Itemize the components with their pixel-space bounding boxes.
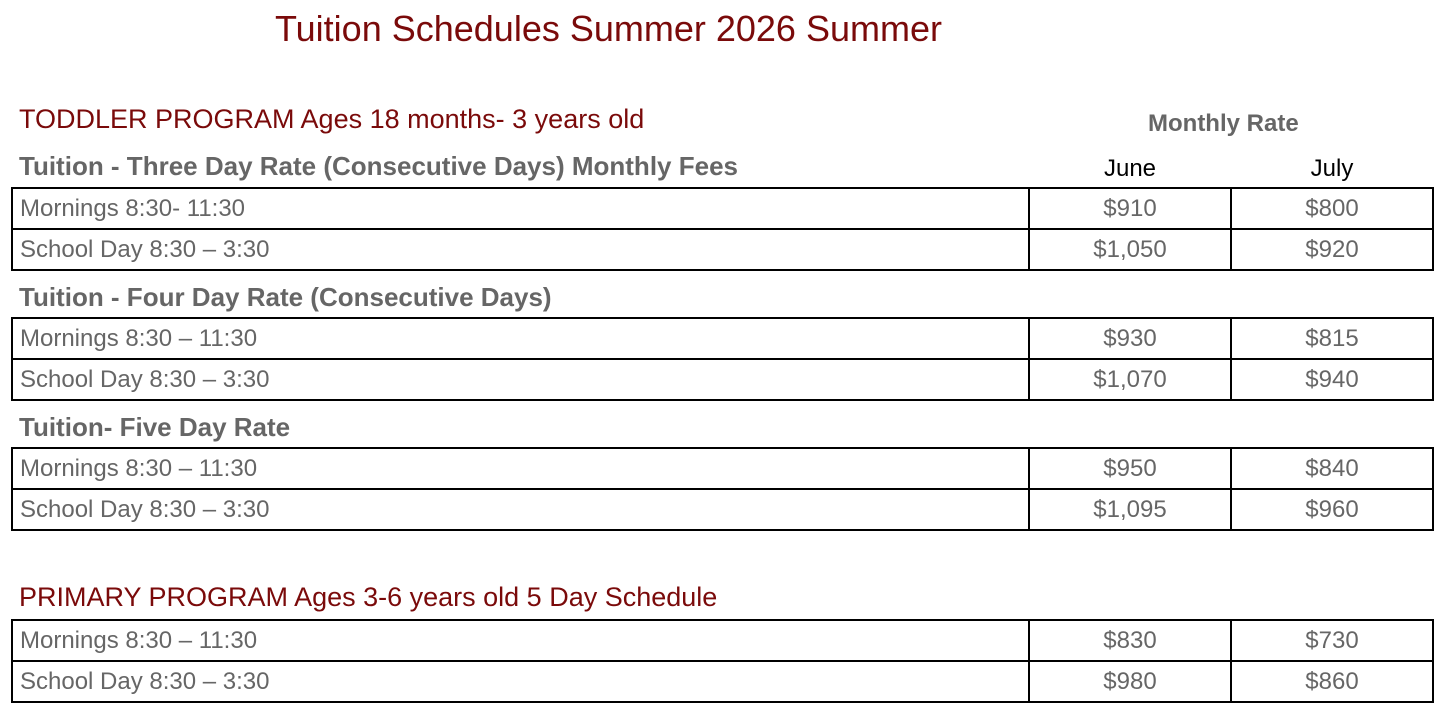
july-header: July — [1310, 155, 1354, 182]
table-row — [12, 229, 1433, 270]
table-row — [12, 448, 1433, 489]
five-day-heading: Tuition- Five Day Rate — [19, 412, 291, 442]
monthly-rate-header: Monthly Rate — [1148, 110, 1299, 137]
table-row — [12, 188, 1433, 229]
row-label: Mornings 8:30- 11:30 — [12, 188, 1029, 229]
june-price: $830 — [1029, 620, 1231, 661]
page-title: Tuition Schedules Summer 2026 Summer — [275, 8, 942, 49]
table-row — [12, 359, 1433, 400]
june-price: $1,095 — [1029, 489, 1231, 530]
three-day-heading: Tuition - Three Day Rate (Consecutive Days) Monthly Fees — [19, 151, 738, 181]
primary-program-heading: PRIMARY PROGRAM Ages 3-6 years old 5 Day Schedule — [19, 582, 718, 612]
june-price: $1,070 — [1029, 359, 1231, 400]
july-price: $920 — [1231, 229, 1433, 270]
july-price: $815 — [1231, 318, 1433, 359]
row-label: School Day 8:30 – 3:30 — [12, 489, 1029, 530]
july-price: $940 — [1231, 359, 1433, 400]
three-day-table — [11, 187, 1434, 271]
july-price: $730 — [1231, 620, 1433, 661]
toddler-program-heading: TODDLER PROGRAM Ages 18 months- 3 years old — [19, 104, 645, 134]
row-label: School Day 8:30 – 3:30 — [12, 661, 1029, 702]
june-header: June — [1103, 155, 1157, 182]
four-day-heading: Tuition - Four Day Rate (Consecutive Days) — [19, 282, 552, 312]
row-label: School Day 8:30 – 3:30 — [12, 359, 1029, 400]
table-row — [12, 661, 1433, 702]
july-price: $840 — [1231, 448, 1433, 489]
june-price: $1,050 — [1029, 229, 1231, 270]
june-price: $950 — [1029, 448, 1231, 489]
table-row — [12, 489, 1433, 530]
row-label: Mornings 8:30 – 11:30 — [12, 620, 1029, 661]
june-price: $910 — [1029, 188, 1231, 229]
june-price: $980 — [1029, 661, 1231, 702]
five-day-table — [11, 447, 1434, 531]
row-label: Mornings 8:30 – 11:30 — [12, 318, 1029, 359]
july-price: $800 — [1231, 188, 1433, 229]
primary-table — [11, 619, 1434, 703]
july-price: $860 — [1231, 661, 1433, 702]
table-row — [12, 620, 1433, 661]
row-label: Mornings 8:30 – 11:30 — [12, 448, 1029, 489]
june-price: $930 — [1029, 318, 1231, 359]
four-day-table — [11, 317, 1434, 401]
table-row — [12, 318, 1433, 359]
row-label: School Day 8:30 – 3:30 — [12, 229, 1029, 270]
july-price: $960 — [1231, 489, 1433, 530]
